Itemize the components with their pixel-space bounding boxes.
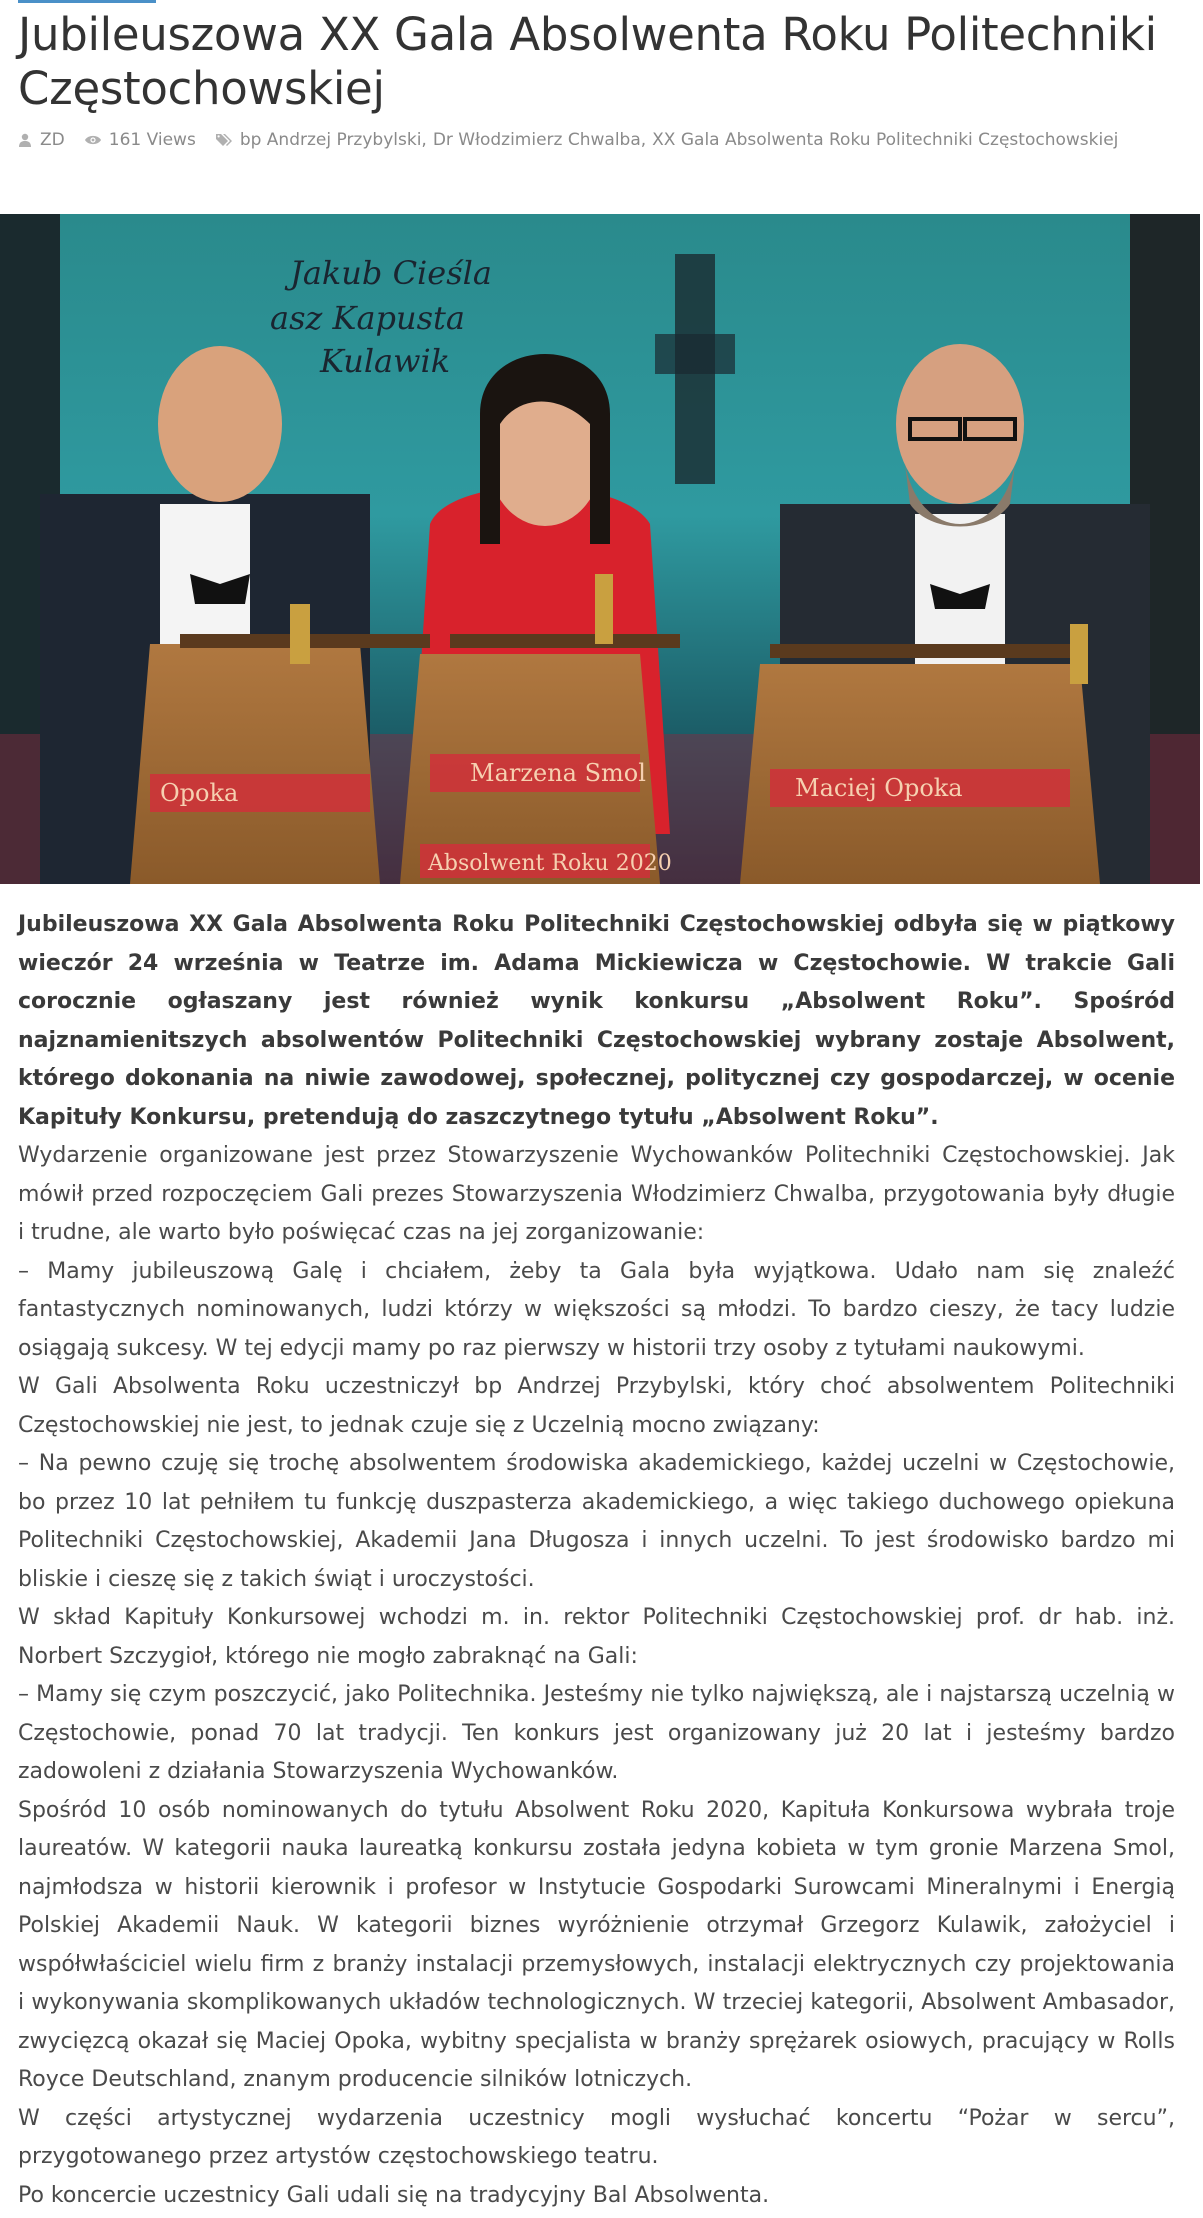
bag-text-1: Marzena Smol (470, 759, 646, 787)
lead-paragraph: Jubileuszowa XX Gala Absolwenta Roku Politechniki Częstochowskiej odbyła się w piątkowy wieczór 24 września w Teatrze im. Adama Mickiewicza w Częstochowie. W trakcie Gali corocznie ogłaszany jest również wynik konkursu „Absolwent Roku”. Spośród najznamienitszych absolwentów Politechniki Częstochowskiej wybrany zostaje Absolwent, którego dokonania na niwie zawodowej, społecznej, politycznej czy gospodarczej, w ocenie Kapituły Konkursu, pretendują do zaszczytnego tytułu „Absolwent Roku”. (18, 912, 1175, 1130)
body-paragraph: Wydarzenie organizowane jest przez Stowarzyszenie Wychowanków Politechniki Częstochowskiej. Jak mówił przed rozpoczęciem Gali prezes Stowarzyszenia Włodzimierz Chwalba, przygotowania były długie i trudne, ale warto było poświęcać czas na jej zorganizowanie: (18, 1143, 1175, 1245)
body-paragraph: Spośród 10 osób nominowanych do tytułu Absolwent Roku 2020, Kapituła Konkursowa wybrała troje laureatów. W kategorii nauka laureatką konkursu została jedyna kobieta w tym gronie Marzena Smol, najmłodsza w historii kierownik i profesor w Instytucie Gospodarki Surowcami Mineralnymi i Energią Polskiej Akademii Nauk. W kategorii biznes wyróżnienie otrzymał Grzegorz Kulawik, założyciel i współwłaściciel wielu firm z branży instalacji przemysłowych, instalacji elektrycznych czy projektowania i wykonywania skomplikowanych układów technologicznych. W trzeciej kategorii, Absolwent Ambasador, zwycięzcą okazał się Maciej Opoka, wybitny specjalista w branży sprężarek osiowych, pracujący w Rolls Royce Deutschland, znanym producencie silników lotniczych. (18, 1797, 1175, 2092)
author-meta[interactable] (18, 130, 65, 150)
tags-icon (216, 133, 232, 147)
eye-icon (85, 134, 101, 146)
bag-text-3: Maciej Opoka (795, 774, 963, 802)
tag-link-2[interactable]: Dr Włodzimierz Chwalba (432, 130, 641, 150)
body-paragraph: – Mamy jubileuszową Galę i chciałem, żeby ta Gala była wyjątkowa. Udało nam się znaleźć fantastycznych nominowanych, ludzi którzy w większości są młodzi. To bardzo cieszy, że tacy ludzie osiągają sukcesy. W tej edycji mamy po raz pierwszy w historii trzy osoby z tytułami naukowymi. (18, 1258, 1175, 1361)
user-icon (18, 133, 32, 147)
tags-meta (216, 130, 1119, 150)
signage-line-2: asz Kapusta (270, 299, 465, 337)
article (0, 0, 1203, 152)
body-paragraph: – Na pewno czuję się trochę absolwentem środowiska akademickiego, każdej uczelni w Częstochowie, bo przez 10 lat pełniłem tu funkcję duszpasterza akademickiego, a więc takiego duchowego opiekuna Politechniki Częstochowskiej, Akademii Jana Długosza i innych uczelni. To jest środowisko bardzo mi bliskie i cieszę się z takich świąt i uroczystości. (18, 1451, 1175, 1592)
author-name: ZD (40, 130, 65, 150)
views-count: 161 Views (108, 130, 196, 150)
signage-line-1: Jakub Cieśla (290, 254, 492, 292)
tag-link-1[interactable]: bp Andrzej Przybylski (239, 130, 422, 150)
body-paragraph: Po koncercie uczestnicy Gali udali się na tradycyjny Bal Absolwenta. (18, 2182, 770, 2208)
hero-photo (0, 214, 1200, 884)
tag-link-3[interactable]: XX Gala Absolwenta Roku Politechniki Częstochowskiej (652, 130, 1119, 150)
tag-separator: , (640, 130, 647, 150)
gala-laureates-photo (0, 214, 1200, 884)
body-paragraph: W skład Kapituły Konkursowej wchodzi m. in. rektor Politechniki Częstochowskiej prof. dr hab. inż. Norbert Szczygioł, którego nie mogło zabraknąć na Gali: (18, 1605, 1175, 1669)
body-paragraph: – Mamy się czym poszczycić, jako Politechnika. Jesteśmy nie tylko największą, ale i najstarszą uczelnią w Częstochowie, ponad 70 lat tradycji. Ten konkurs jest organizowany już 20 lat i jesteśmy bardzo zadowoleni z działania Stowarzyszenia Wychowanków. (18, 1682, 1175, 1784)
views-meta (85, 130, 196, 150)
article-body (18, 906, 1175, 2215)
body-paragraph: W Gali Absolwenta Roku uczestniczył bp Andrzej Przybylski, który choć absolwentem Politechniki Częstochowskiej nie jest, to jednak czuje się z Uczelnią mocno związany: (18, 1374, 1175, 1438)
body-paragraph: W części artystycznej wydarzenia uczestnicy mogli wysłuchać koncertu “Pożar w sercu”, przygotowanego przez artystów częstochowskiego teatru. (18, 2105, 1175, 2169)
article-title: Jubileuszowa XX Gala Absolwenta Roku Politechniki Częstochowskiej (18, 8, 1157, 115)
bag-text-4: Opoka (160, 779, 239, 807)
tag-separator: , (421, 130, 427, 150)
signage-line-3: Kulawik (320, 342, 451, 380)
bag-text-2: Absolwent Roku 2020 (428, 851, 672, 876)
article-meta (0, 116, 1203, 152)
